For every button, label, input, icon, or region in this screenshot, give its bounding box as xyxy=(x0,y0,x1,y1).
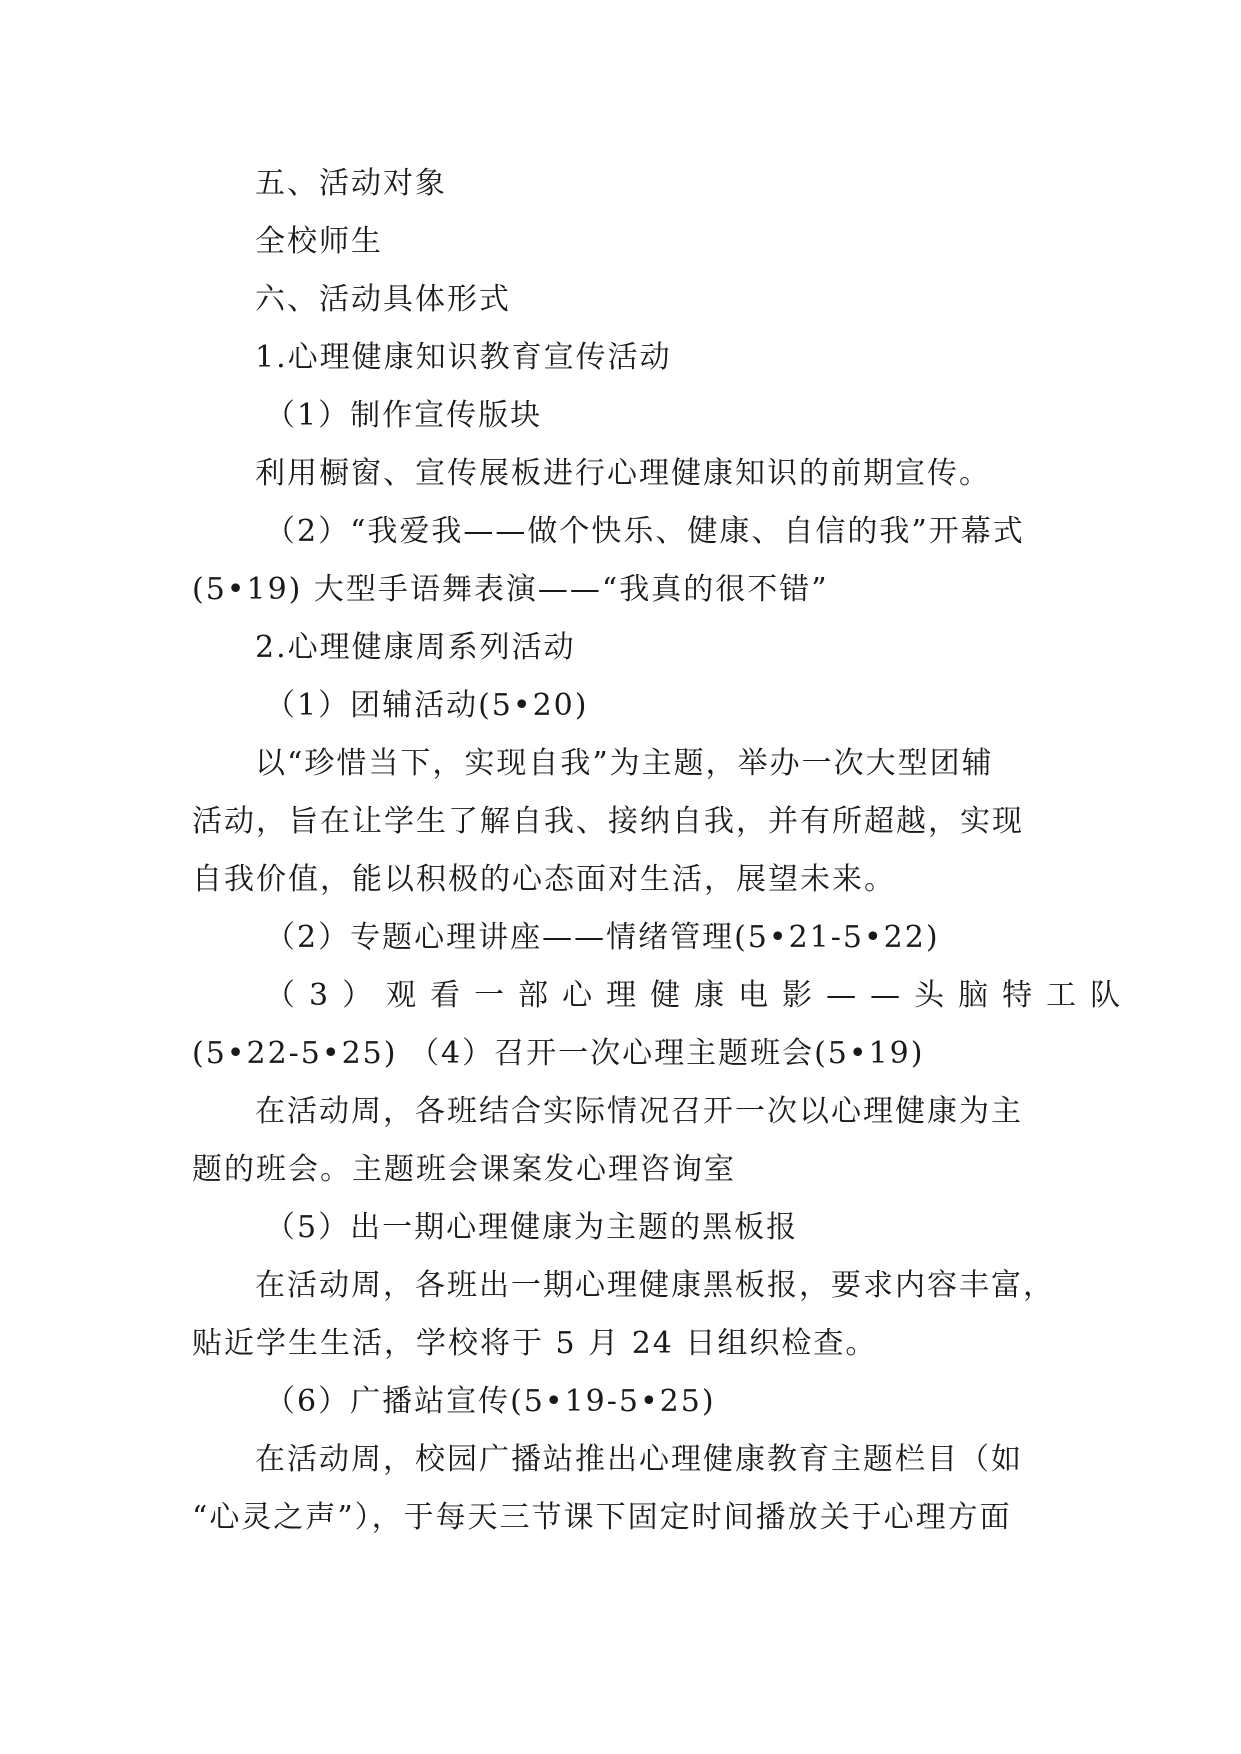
paragraph: 在活动周，各班结合实际情况召开一次以心理健康为主 xyxy=(255,1094,1023,1129)
list-item: （5）出一期心理健康为主题的黑板报 xyxy=(265,1210,799,1245)
paragraph-continuation: (5•19) 大型手语舞表演——“我真的很不错” xyxy=(192,572,829,607)
paragraph-continuation: 自我价值，能以积极的心态面对生活，展望未来。 xyxy=(192,862,896,897)
paragraph: 在活动周，各班出一期心理健康黑板报，要求内容丰富， xyxy=(255,1268,1055,1303)
paragraph-continuation: 题的班会。主题班会课案发心理咨询室 xyxy=(192,1152,736,1187)
list-item: （2）“我爱我——做个快乐、健康、自信的我”开幕式 xyxy=(265,514,1025,549)
list-item: （1）制作宣传版块 xyxy=(265,398,543,433)
paragraph: 利用橱窗、宣传展板进行心理健康知识的前期宣传。 xyxy=(255,456,991,491)
paragraph-continuation: 贴近学生生活，学校将于 5 月 24 日组织检查。 xyxy=(192,1326,878,1361)
subheading-1: 1.心理健康知识教育宣传活动 xyxy=(255,340,672,375)
paragraph-continuation: (5•22-5•25) （4）召开一次心理主题班会(5•19) xyxy=(192,1036,925,1071)
paragraph-continuation: “心灵之声”），于每天三节课下固定时间播放关于心理方面 xyxy=(192,1500,1012,1535)
paragraph: 以“珍惜当下，实现自我”为主题，举办一次大型团辅 xyxy=(255,746,994,781)
list-item: （2）专题心理讲座——情绪管理(5•21-5•22) xyxy=(265,920,940,955)
list-item: （1）团辅活动(5•20) xyxy=(265,688,589,723)
paragraph: 在活动周，校园广播站推出心理健康教育主题栏目（如 xyxy=(255,1442,1023,1477)
list-item: （6）广播站宣传(5•19-5•25) xyxy=(265,1384,716,1419)
paragraph: 全校师生 xyxy=(255,224,383,259)
subheading-2: 2.心理健康周系列活动 xyxy=(255,630,576,665)
section-heading-6: 六、活动具体形式 xyxy=(255,282,511,317)
list-item: （3）观看一部心理健康电影——头脑特工队 xyxy=(265,978,1135,1013)
section-heading-5: 五、活动对象 xyxy=(255,166,447,201)
paragraph-continuation: 活动，旨在让学生了解自我、接纳自我，并有所超越，实现 xyxy=(192,804,1024,839)
